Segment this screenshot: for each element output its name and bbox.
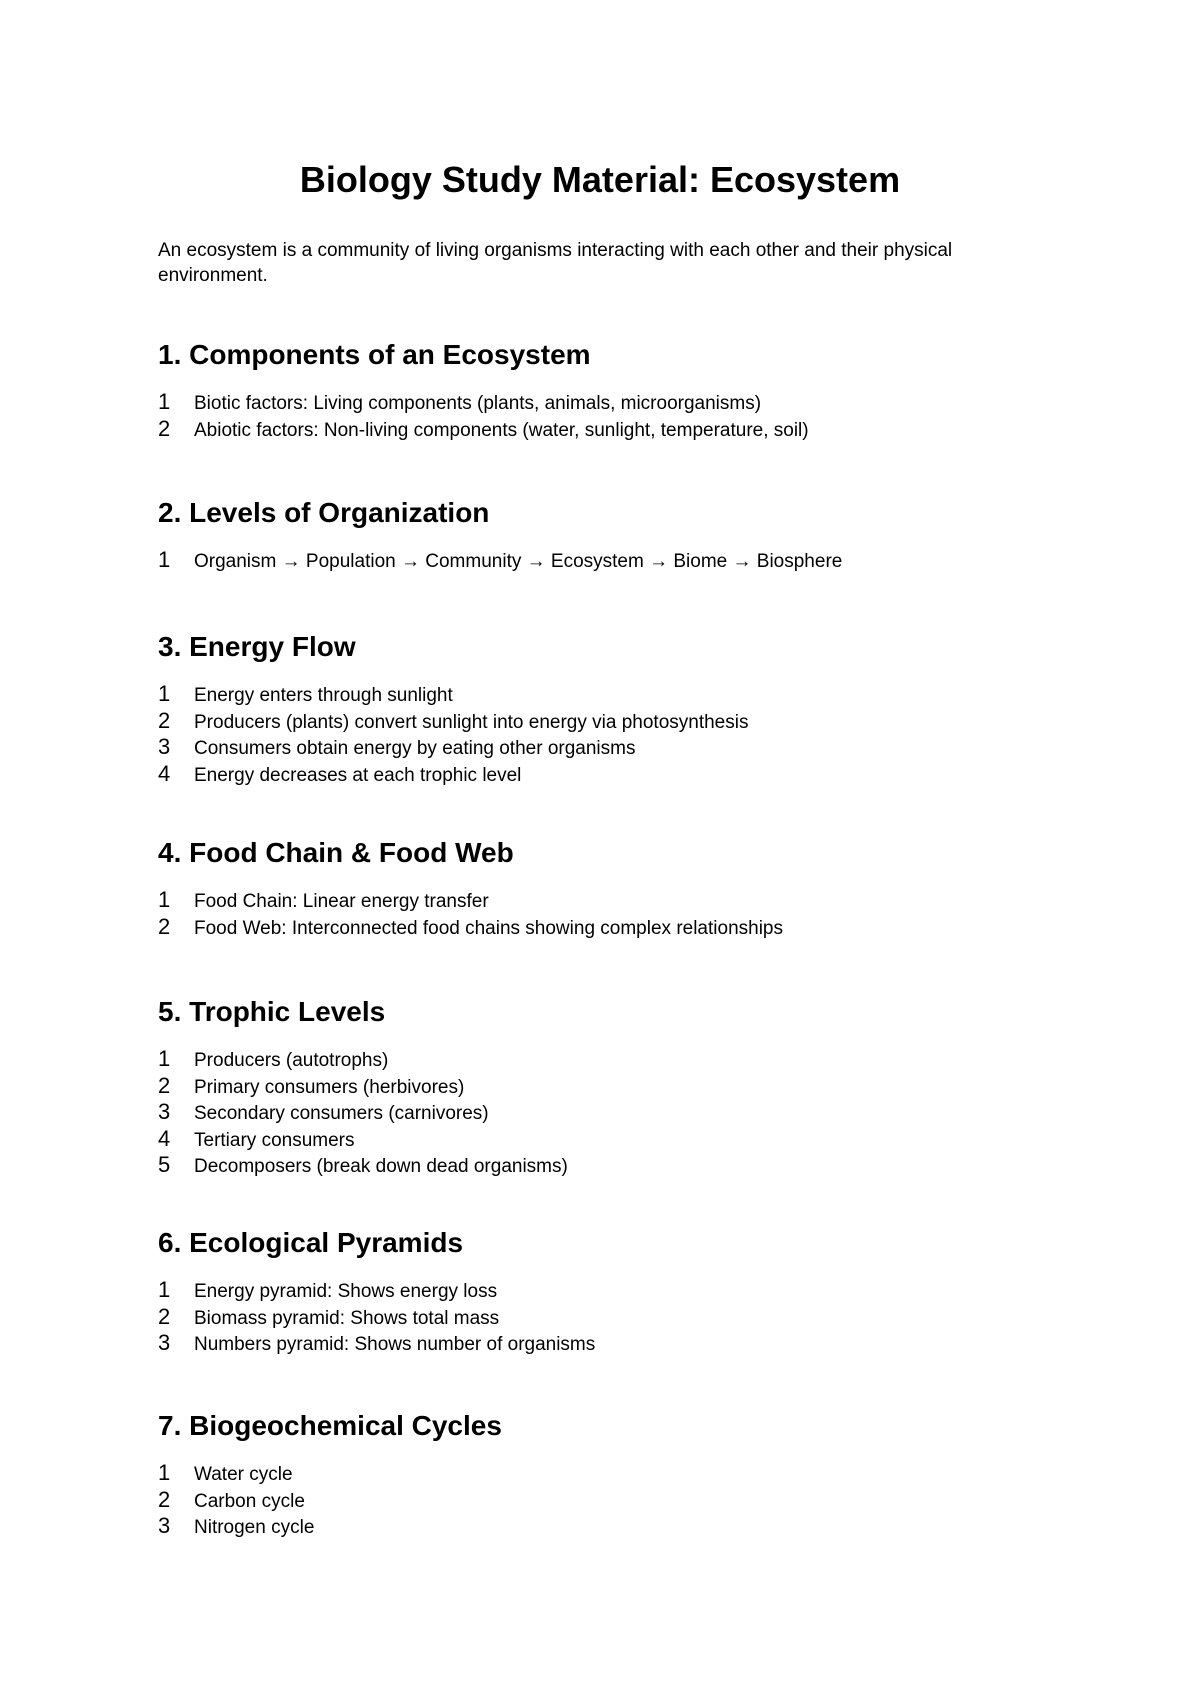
section-heading: 2. Levels of Organization (158, 497, 490, 528)
list-item-number: 2 (158, 1486, 171, 1512)
list-item (158, 888, 1058, 915)
list-item-text: Energy decreases at each trophic level (194, 764, 522, 786)
list-item (158, 1278, 1058, 1305)
list-item-text: Nitrogen cycle (194, 1517, 315, 1538)
list-item (158, 1514, 1058, 1541)
list-item-text: Food Chain: Linear energy transfer (194, 891, 489, 912)
intro-paragraph: An ecosystem is a community of living organisms interacting with each other and their physical environment. (158, 240, 953, 286)
section-heading: 1. Components of an Ecosystem (158, 339, 591, 370)
list-item (158, 1153, 1058, 1180)
section-list (158, 548, 1058, 575)
list-item-number: 1 (158, 681, 171, 706)
list-item (158, 417, 1058, 444)
list-item-number: 1 (158, 1277, 171, 1302)
section-list (158, 682, 1058, 788)
section-heading: 3. Energy Flow (158, 631, 356, 662)
list-item-text: Primary consumers (herbivores) (194, 1076, 465, 1098)
section-heading: 6. Ecological Pyramids (158, 1227, 464, 1258)
section-list (158, 1278, 1058, 1358)
list-item-number: 2 (158, 1303, 171, 1329)
section-ecological-pyramids (158, 1226, 1058, 1358)
section-trophic-levels (158, 995, 1058, 1180)
section-biogeochemical-cycles (158, 1409, 1058, 1541)
section-heading: 5. Trophic Levels (158, 996, 386, 1027)
section-list (158, 1461, 1058, 1541)
list-item-number: 1 (158, 1046, 171, 1071)
list-item-number: 1 (158, 1460, 171, 1485)
list-item (158, 390, 1058, 417)
list-item (158, 1100, 1058, 1127)
list-item-number: 3 (158, 1513, 171, 1538)
list-item (158, 709, 1058, 736)
section-list (158, 1047, 1058, 1180)
list-item-number: 5 (158, 1152, 171, 1177)
list-item (158, 1047, 1058, 1074)
section-levels (158, 496, 1058, 575)
list-item-text: Carbon cycle (194, 1490, 305, 1512)
list-item (158, 1331, 1058, 1358)
section-energy-flow (158, 630, 1058, 788)
list-item-number: 2 (158, 415, 171, 441)
section-heading: 7. Biogeochemical Cycles (158, 1410, 502, 1441)
list-item-text: Energy pyramid: Shows energy loss (194, 1281, 498, 1302)
list-item (158, 682, 1058, 709)
section-list (158, 390, 1058, 443)
list-item-text: Biotic factors: Living components (plants, animals, microorganisms) (194, 393, 762, 414)
list-item (158, 548, 1058, 575)
list-item-text: Food Web: Interconnected food chains showing complex relationships (194, 917, 783, 939)
list-item-text: Biomass pyramid: Shows total mass (194, 1307, 500, 1329)
list-item-text: Tertiary consumers (194, 1129, 355, 1151)
list-item-text: Organism → Population → Community → Ecosystem → Biome → Biosphere (194, 551, 843, 572)
list-item-number: 1 (158, 389, 171, 414)
document-title: Biology Study Material: Ecosystem (299, 159, 901, 200)
list-item-number: 1 (158, 887, 171, 912)
list-item-number: 3 (158, 1099, 171, 1124)
list-item (158, 1488, 1058, 1515)
list-item-number: 1 (158, 547, 171, 572)
list-item (158, 1461, 1058, 1488)
list-item-text: Abiotic factors: Non-living components (water, sunlight, temperature, soil) (194, 419, 809, 441)
list-item (158, 762, 1058, 789)
section-components (158, 338, 1058, 443)
list-item-text: Consumers obtain energy by eating other organisms (194, 738, 636, 759)
section-list (158, 888, 1058, 941)
list-item-text: Energy enters through sunlight (194, 685, 453, 706)
list-item-number: 3 (158, 734, 171, 759)
list-item-number: 2 (158, 707, 171, 733)
list-item-number: 2 (158, 913, 171, 939)
list-item (158, 735, 1058, 762)
list-item (158, 1127, 1058, 1154)
list-item (158, 1074, 1058, 1101)
list-item-text: Numbers pyramid: Shows number of organisms (194, 1334, 596, 1355)
list-item-text: Decomposers (break down dead organisms) (194, 1156, 568, 1177)
list-item-text: Producers (plants) convert sunlight into energy via photosynthesis (194, 711, 749, 733)
list-item (158, 915, 1058, 942)
list-item-text: Producers (autotrophs) (194, 1050, 389, 1071)
section-heading: 4. Food Chain & Food Web (158, 837, 514, 868)
list-item-number: 4 (158, 1125, 171, 1151)
list-item-text: Secondary consumers (carnivores) (194, 1103, 489, 1124)
section-food-chain (158, 836, 1058, 941)
list-item-text: Water cycle (194, 1464, 293, 1485)
list-item-number: 4 (158, 760, 171, 786)
list-item-number: 2 (158, 1072, 171, 1098)
list-item (158, 1305, 1058, 1332)
list-item-number: 3 (158, 1330, 171, 1355)
